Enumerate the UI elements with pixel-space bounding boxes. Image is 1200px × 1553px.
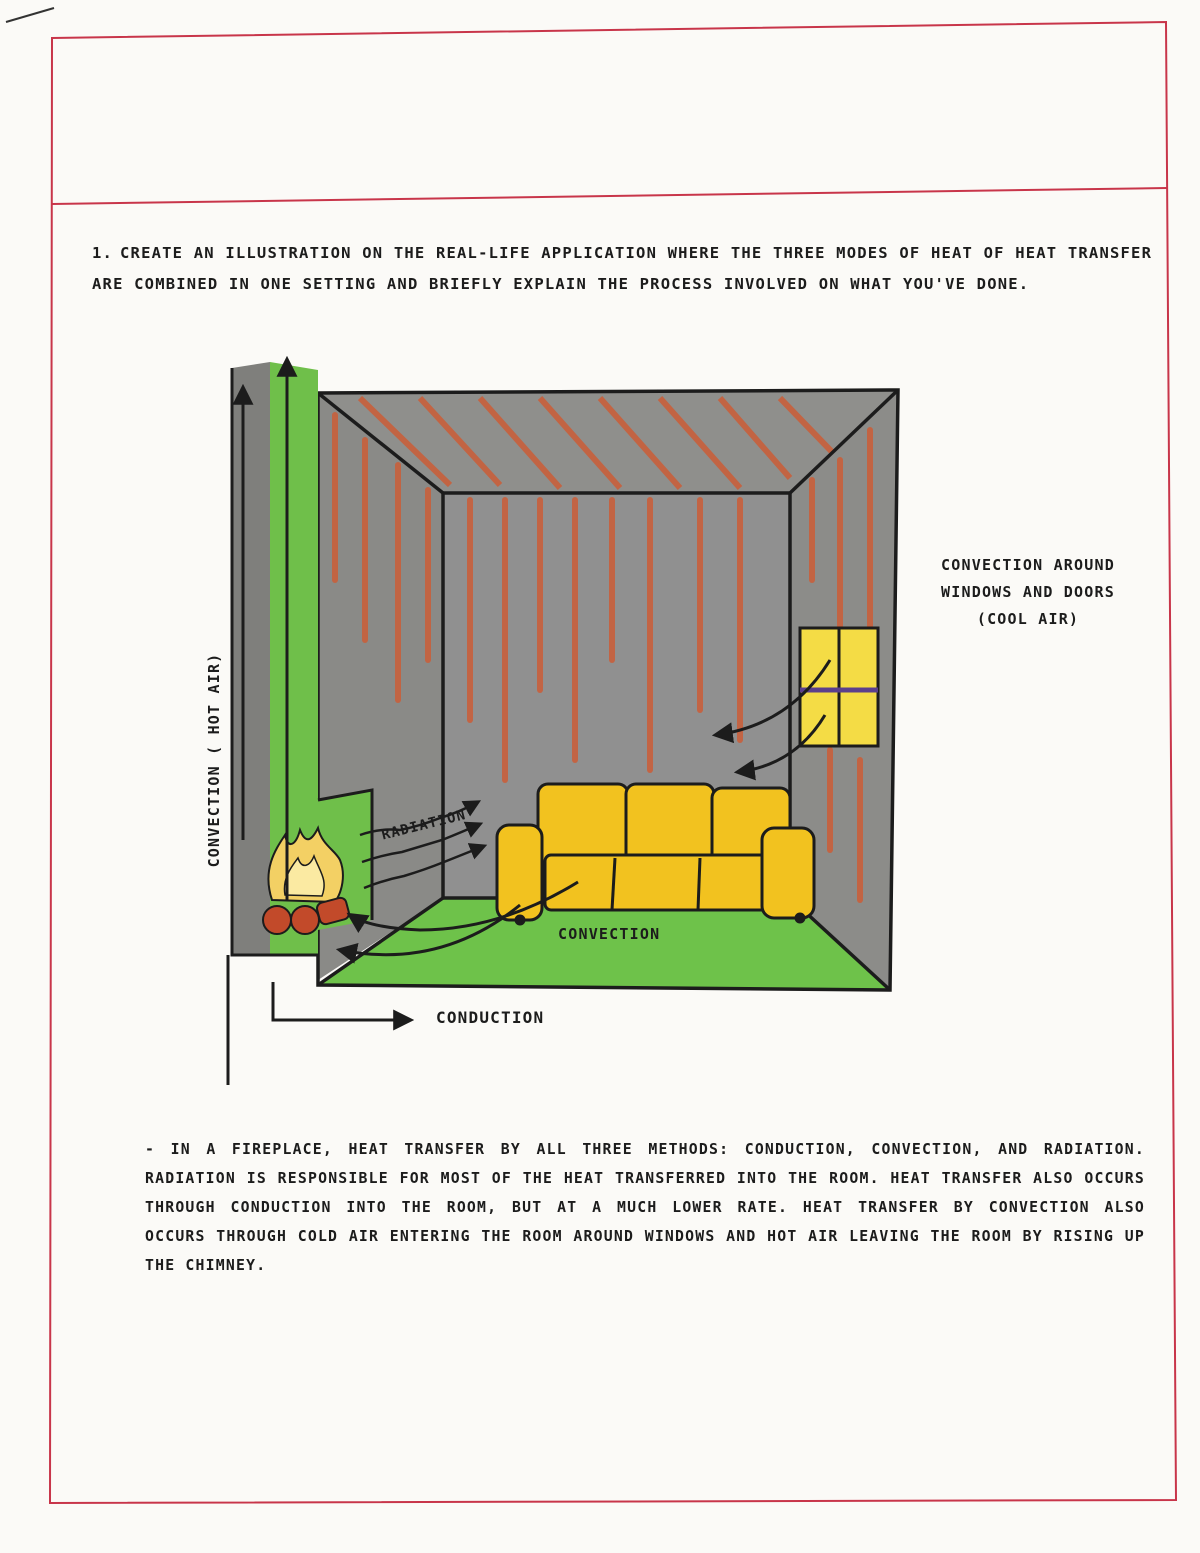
- pen-mark: [6, 8, 54, 22]
- question-text: [92, 238, 1162, 300]
- label-convection-cool-air: CONVECTION AROUND WINDOWS AND DOORS (COOL AIR): [941, 556, 1115, 628]
- outer-wall: [232, 362, 270, 955]
- label-convection: CONVECTION: [558, 925, 661, 943]
- room-illustration: [228, 360, 898, 1085]
- label-radiation: RADIATION: [380, 807, 468, 844]
- label-conduction: CONDUCTION: [436, 1008, 545, 1027]
- sofa: [497, 784, 814, 924]
- question-body: CREATE AN ILLUSTRATION ON THE REAL-LIFE APPLICATION WHERE THE THREE MODES OF HEAT OF HEAT TRANSFER ARE COMBINED IN ONE SETTING AND BRIEFLY EXPLAIN THE PROCESS INVOLVED ON WHAT YOU'VE DONE.: [92, 244, 1153, 293]
- answer-text: - IN A FIREPLACE, HEAT TRANSFER BY ALL THREE METHODS: CONDUCTION, CONVECTION, AND RADIATION. RADIATION IS RESPONSIBLE FOR MOST OF THE HEAT TRANSFERRED INTO THE ROOM. HEAT TRANSFER ALSO OCCURS THROUGH CONDUCTION INTO THE ROOM, BUT AT A MUCH LOWER RATE. HEAT TRANSFER BY CONVECTION ALSO OCCURS THROUGH COLD AIR ENTERING THE ROOM AROUND WINDOWS AND HOT AIR LEAVING THE ROOM BY RISING UP THE CHIMNEY.: [145, 1141, 1145, 1274]
- question-number: 1.: [92, 244, 114, 262]
- conduction-arrow: [273, 982, 410, 1020]
- label-convection-hot-air: CONVECTION ( HOT AIR): [205, 652, 223, 868]
